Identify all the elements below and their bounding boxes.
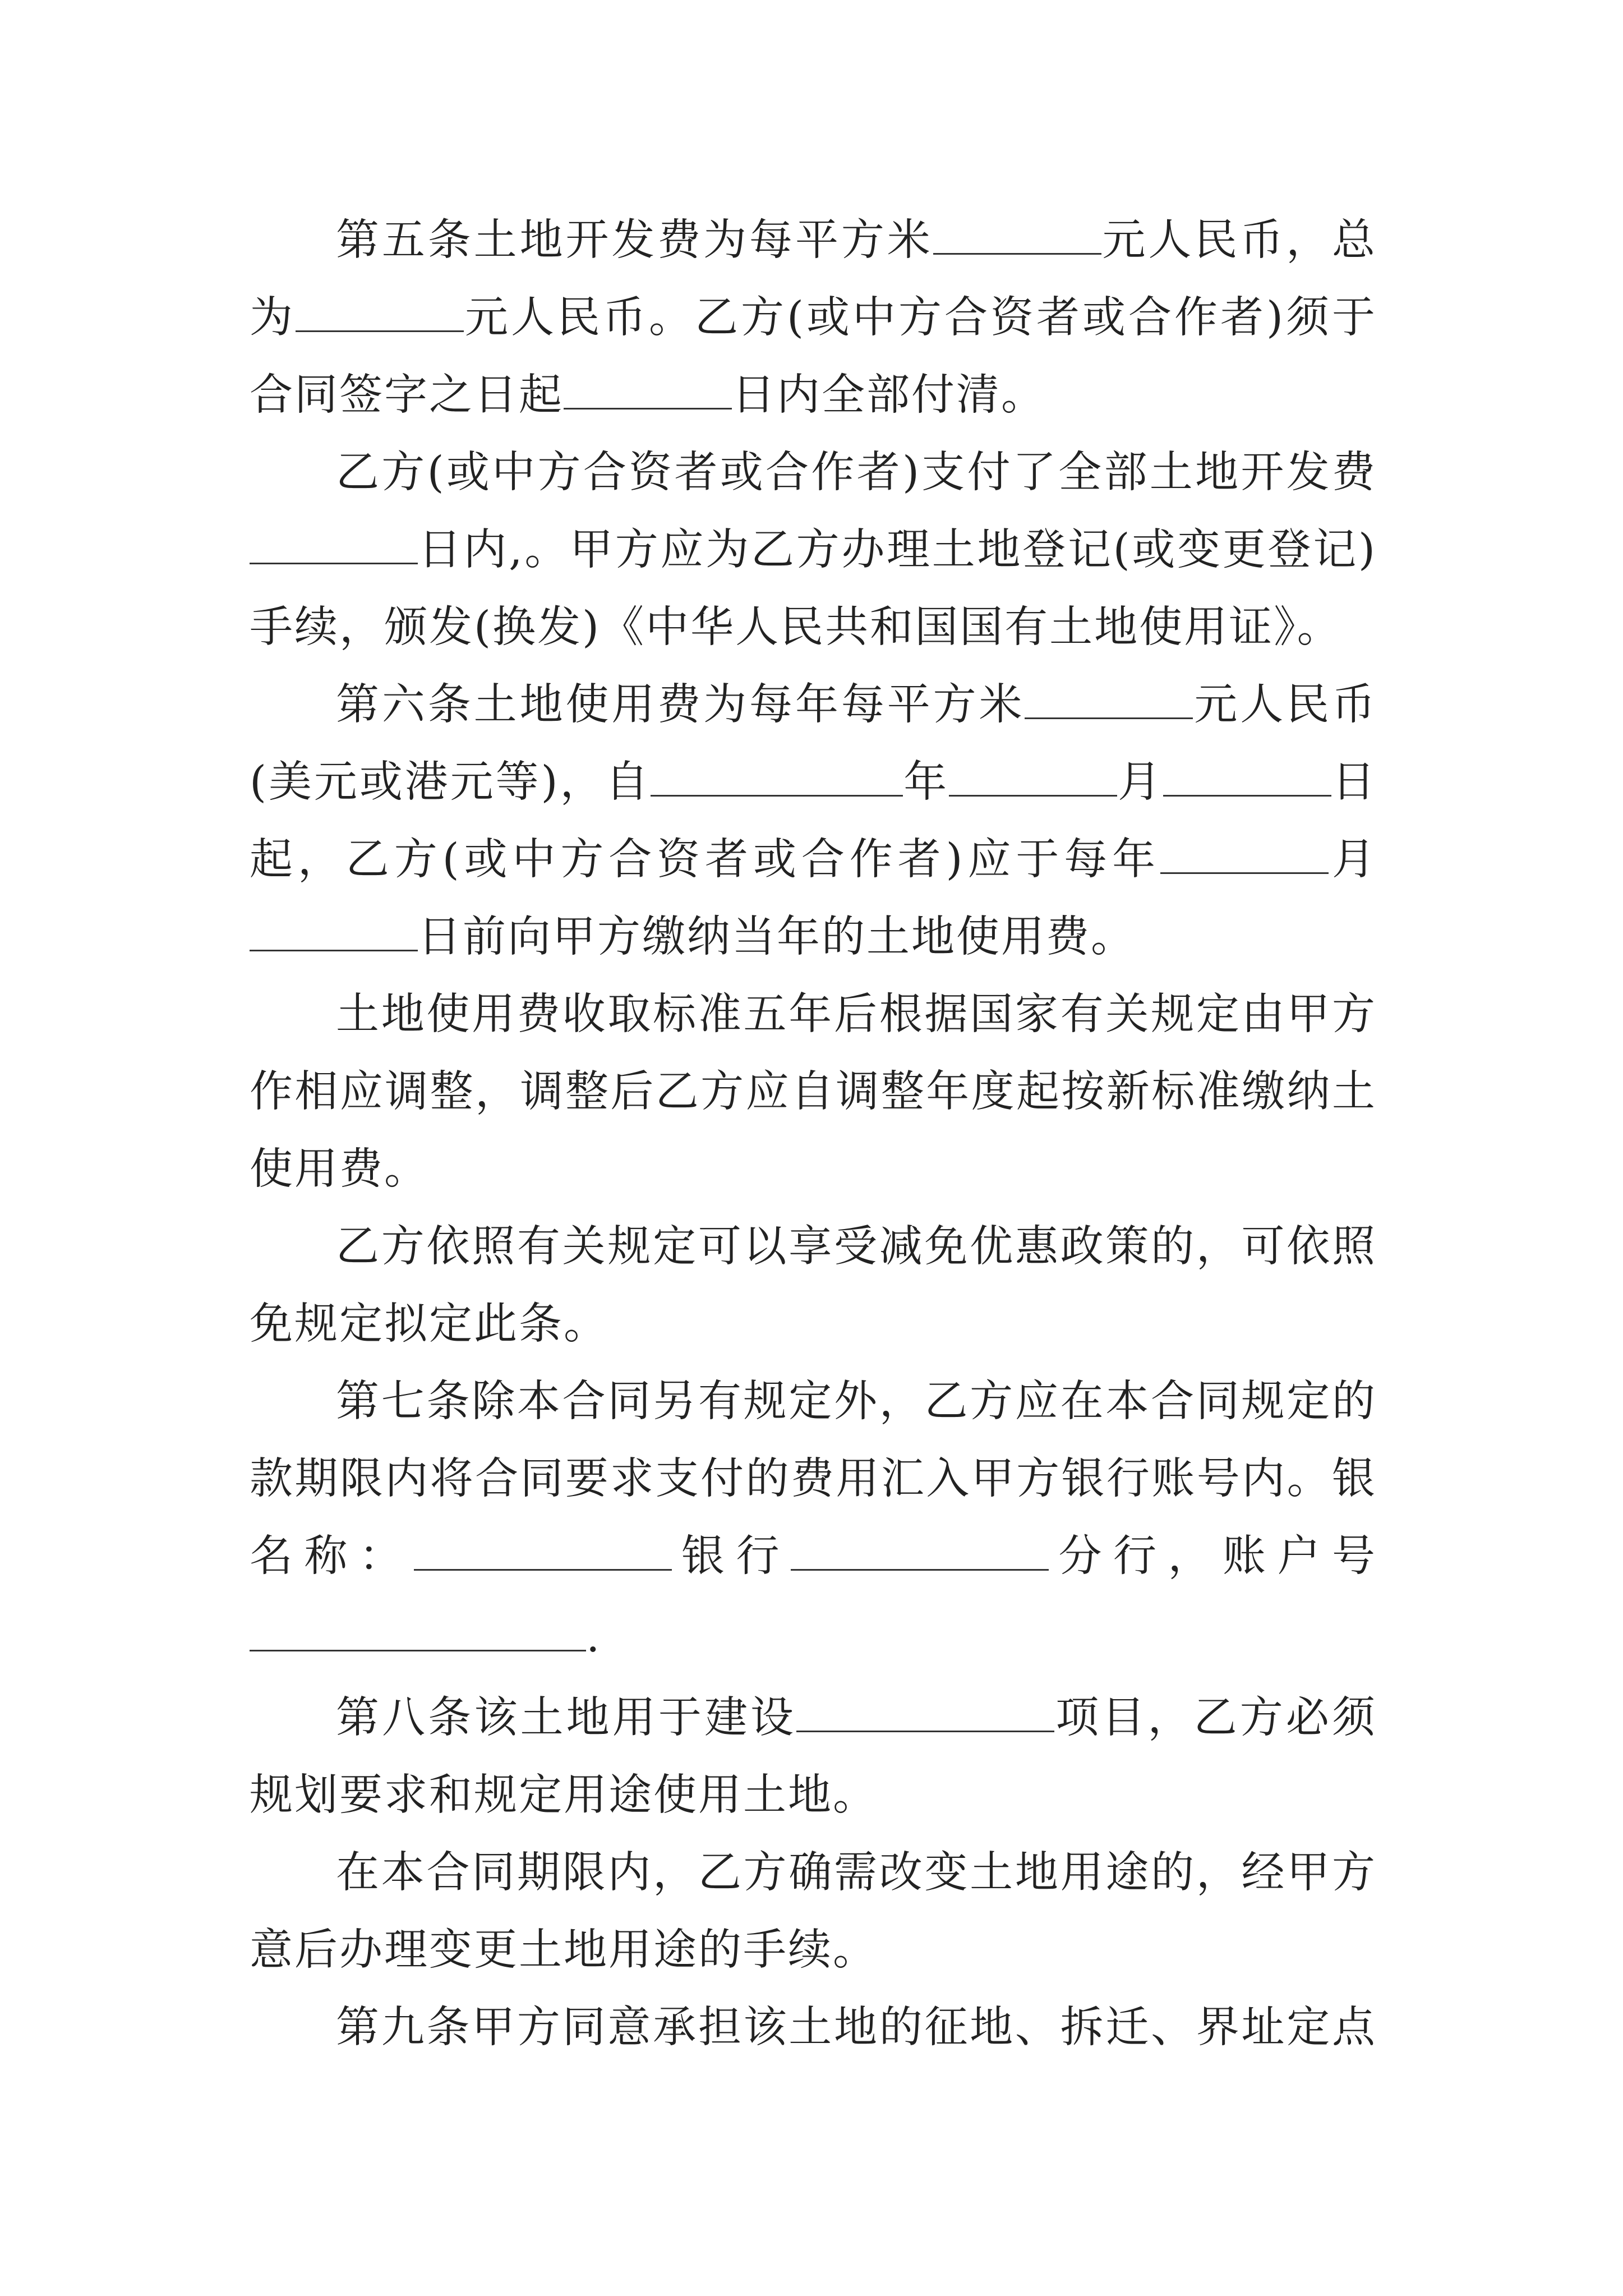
payment-registration-paragraph	[250, 434, 1377, 666]
fill-blank[interactable]	[250, 915, 418, 951]
article-9-paragraph	[250, 1989, 1377, 2067]
exemption-paragraph	[250, 1208, 1377, 1363]
fee-adjustment-paragraph	[250, 976, 1377, 1208]
text-line: 手续，颁发(换发)《中华人民共和国国有土地使用证》。	[250, 602, 1342, 652]
text-line: 日前向甲方缴纳当年的土地使用费。	[250, 899, 1377, 976]
fill-blank[interactable]	[1160, 838, 1329, 874]
fill-blank[interactable]	[933, 218, 1101, 255]
text-line: 土地使用费收取标准五年后根据国家有关规定由甲方	[336, 990, 1377, 1039]
fill-blank[interactable]	[1025, 683, 1193, 719]
fill-blank[interactable]	[564, 373, 732, 409]
text-line: 乙方依照有关规定可以享受减免优惠政策的，可依照	[336, 1222, 1377, 1272]
text-line: 合同签字之日起 日内全部付清。	[250, 370, 1046, 420]
fill-blank[interactable]	[791, 1534, 1049, 1571]
document-page	[250, 202, 1377, 2067]
text-line: 在本合同期限内，乙方确需改变土地用途的，经甲方	[336, 1848, 1377, 1898]
text-line: 名称： 银行 分行，账户号	[250, 1531, 1377, 1581]
text-line: 为 元人民币。乙方(或中方合资者或合作者)须于	[250, 293, 1377, 343]
text-line: 规划要求和规定用途使用土地。	[250, 1770, 878, 1820]
text-line: 免规定拟定此条。	[250, 1299, 608, 1349]
text-line: 第九条甲方同意承担该土地的征地、拆迁、界址定点	[336, 2003, 1377, 2053]
text-line: 作相应调整，调整后乙方应自调整年度起按新标准缴纳土	[250, 1067, 1377, 1117]
text-line: .	[250, 1595, 1377, 1680]
text-line: 乙方(或中方合资者或合作者)支付了全部土地开发费	[336, 448, 1377, 498]
text-line: 第五条土地开发费为每平方米 元人民币，总	[336, 215, 1377, 265]
text-line: 第七条除本合同另有规定外，乙方应在本合同规定的	[336, 1377, 1377, 1427]
text-line: 使用费。	[250, 1144, 429, 1194]
article-8-paragraph	[250, 1680, 1377, 1834]
fill-blank[interactable]	[796, 1696, 1054, 1732]
fill-blank[interactable]	[296, 296, 464, 332]
text-line: 款期限内将合同要求支付的费用汇入甲方银行账号内。银	[250, 1454, 1377, 1504]
fill-blank[interactable]	[250, 1615, 586, 1651]
fill-blank[interactable]	[651, 760, 903, 797]
text-line: 日内,。甲方应为乙方办理土地登记(或变更登记)	[250, 512, 1377, 589]
text-line: 起，乙方(或中方合资者或合作者)应于每年 月	[250, 835, 1377, 885]
fill-blank[interactable]	[250, 528, 418, 564]
text-line: (美元或港元等)，自 年 月 日	[250, 757, 1377, 807]
text-line: 第六条土地使用费为每年每平方米 元人民币	[336, 680, 1377, 730]
article-6-paragraph	[250, 666, 1377, 976]
text-line: 意后办理变更土地用途的手续。	[250, 1925, 878, 1975]
fill-blank[interactable]	[414, 1534, 672, 1571]
text-line: 第八条该土地用于建设 项目，乙方必须	[336, 1693, 1377, 1743]
land-use-change-paragraph	[250, 1834, 1377, 1989]
article-7-paragraph	[250, 1363, 1377, 1680]
fill-blank[interactable]	[1163, 760, 1331, 797]
fill-blank[interactable]	[949, 760, 1117, 797]
article-5-paragraph	[250, 202, 1377, 434]
